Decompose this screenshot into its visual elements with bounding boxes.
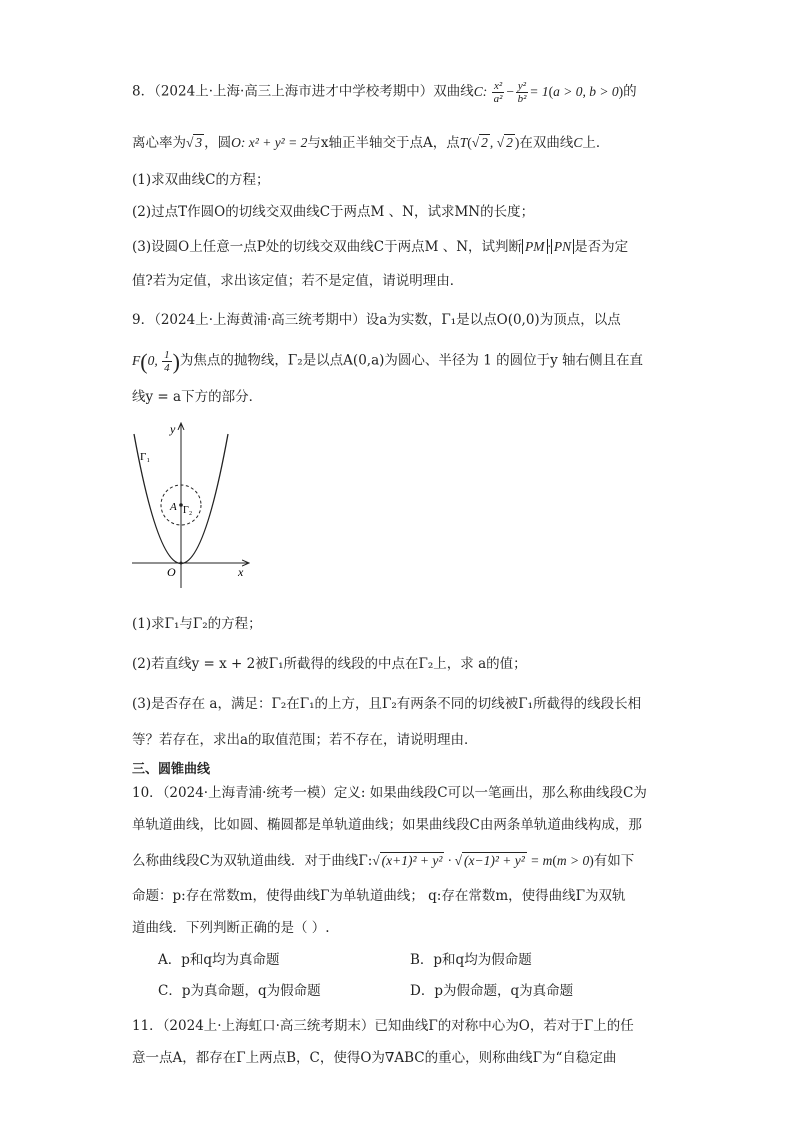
gamma2-label: Γ₂: [183, 505, 193, 516]
curve-equation: √ (x+1)² + y² · √ (x−1)² + y² = m(m > 0): [372, 853, 594, 868]
q11-number: 11．: [132, 1018, 163, 1034]
curve-c: C: [573, 135, 583, 150]
q8-text: 离心率为: [132, 135, 186, 151]
q8-text: 在双曲线: [519, 135, 574, 151]
q10-text: 有如下: [593, 853, 635, 869]
gamma1-label: Γ₁: [140, 451, 151, 463]
q8-text: 与x轴正半轴交于点A，点: [307, 135, 460, 151]
option-d[interactable]: D．p为假命题，q为真命题: [410, 983, 574, 999]
focus-point: F(0, $\frac{1}{4}$ ): [132, 348, 180, 374]
q9-part3: (3)是否存在 a，满足：Γ₂在Γ₁的上方，且Γ₂有两条不同的切线被Γ₁所截得的线段长相: [132, 696, 642, 712]
q11-source: （2024上·上海虹口·高三统考期末）: [162, 1018, 375, 1034]
q10-text: 么称曲线段C为双轨道曲线．对于曲线Γ:: [132, 853, 373, 869]
q8-source: （2024上·上海·高三上海市进才中学校考期中）: [154, 83, 434, 100]
q11-text: 已知曲线Γ的对称中心为O，若对于Γ上的任: [374, 1018, 634, 1034]
q9-number: 9．: [132, 312, 155, 328]
section-heading: 三、圆锥曲线: [132, 762, 211, 777]
q9-line3: 线y = a下方的部分．: [132, 389, 263, 405]
circle-equation: O: x² + y² = 2: [231, 135, 308, 150]
q10-line1: [132, 783, 647, 803]
q10-line4: 命题：p:存在常数m，使得曲线Γ为单轨道曲线； q:存在常数m，使得曲线Γ为双轨: [132, 888, 626, 904]
q11-line1: [132, 1016, 634, 1036]
q9-text: 设a为实数，Γ₁是以点O(0,0)为顶点，以点: [365, 312, 621, 328]
option-a[interactable]: A．p和q均为真命题: [158, 952, 280, 968]
q11-line2: 意一点A，都存在Γ上两点B，C，使得O为∇ABC的重心，则称曲线Γ为“自稳定曲: [132, 1050, 617, 1066]
q8-line1: [132, 80, 637, 105]
q10-text: 定义: 如果曲线段C可以一笔画出，那么称曲线段C为: [333, 785, 647, 801]
q9-text: 为焦点的抛物线，Γ₂是以点A(0,a)为圆心、半径为 1 的圆位于y 轴右侧且在直: [179, 352, 643, 369]
origin-point: [180, 562, 183, 565]
q8-part3: [132, 237, 628, 257]
x-axis-label: x: [238, 565, 244, 579]
q9-line2: [132, 349, 643, 374]
q8-text: ，圆: [204, 135, 232, 151]
q8-part1: (1)求双曲线C的方程；: [132, 172, 270, 188]
q10-line2: 单轨道曲线，比如圆、椭圆都是单轨道曲线；如果曲线段C由两条单轨道曲线构成，那: [132, 817, 642, 833]
q9-part2: (2)若直线y = x + 2被Γ₁所截得的线段的中点在Γ₂上，求 a的值；: [132, 656, 527, 672]
q10-line3: [132, 851, 634, 871]
q10-number: 10．: [132, 785, 163, 801]
q8-text-tail: 的: [623, 83, 637, 100]
q8-text: (3)设圆O上任意一点P处的切线交双曲线C于两点M 、N，试判断: [132, 239, 523, 255]
q8-line2: [132, 133, 609, 153]
q8-number: 8．: [132, 83, 155, 100]
option-b[interactable]: B．p和q均为假命题: [410, 952, 532, 968]
q8-part2: (2)过点T作圆O的切线交双曲线C于两点M 、N，试求MN的长度；: [132, 204, 535, 220]
q8-text: 上．: [582, 135, 610, 151]
product-expression: PM · PN: [522, 239, 574, 254]
point-t: T(√ 2 , √ 2 ): [459, 135, 520, 150]
q9-part1: (1)求Γ₁与Γ₂的方程；: [132, 616, 262, 632]
origin-label: O: [167, 565, 176, 579]
a-label: A: [170, 501, 177, 513]
hyperbola-equation: C: $\frac{\text{x²}}{\text{a²}}$ − $\frac{\text{y²}}{\text{b²}}$ = 1(a > 0, b > 0): [473, 80, 624, 105]
q9-source: （2024上·上海黄浦·高三统考期中）: [154, 312, 366, 328]
q8-part3-cont: 值?若为定值，求出该定值；若不是定值，请说明理由．: [132, 273, 464, 289]
q8-text: 双曲线: [433, 83, 474, 100]
q10-line5: 道曲线．下列判断正确的是（ ）.: [132, 920, 330, 936]
q8-text: 是否为定: [574, 239, 629, 255]
parabola-figure: [128, 418, 252, 593]
q10-source: （2024·上海青浦·统考一模）: [162, 785, 334, 801]
q9-line1: [132, 310, 621, 330]
y-axis-label: y: [170, 422, 176, 436]
option-c[interactable]: C．p为真命题，q为假命题: [158, 983, 321, 999]
eccentricity-value: √ 3: [186, 135, 203, 150]
q9-part3-cont: 等？若存在，求出a的取值范围；若不存在，请说明理由．: [132, 732, 478, 748]
